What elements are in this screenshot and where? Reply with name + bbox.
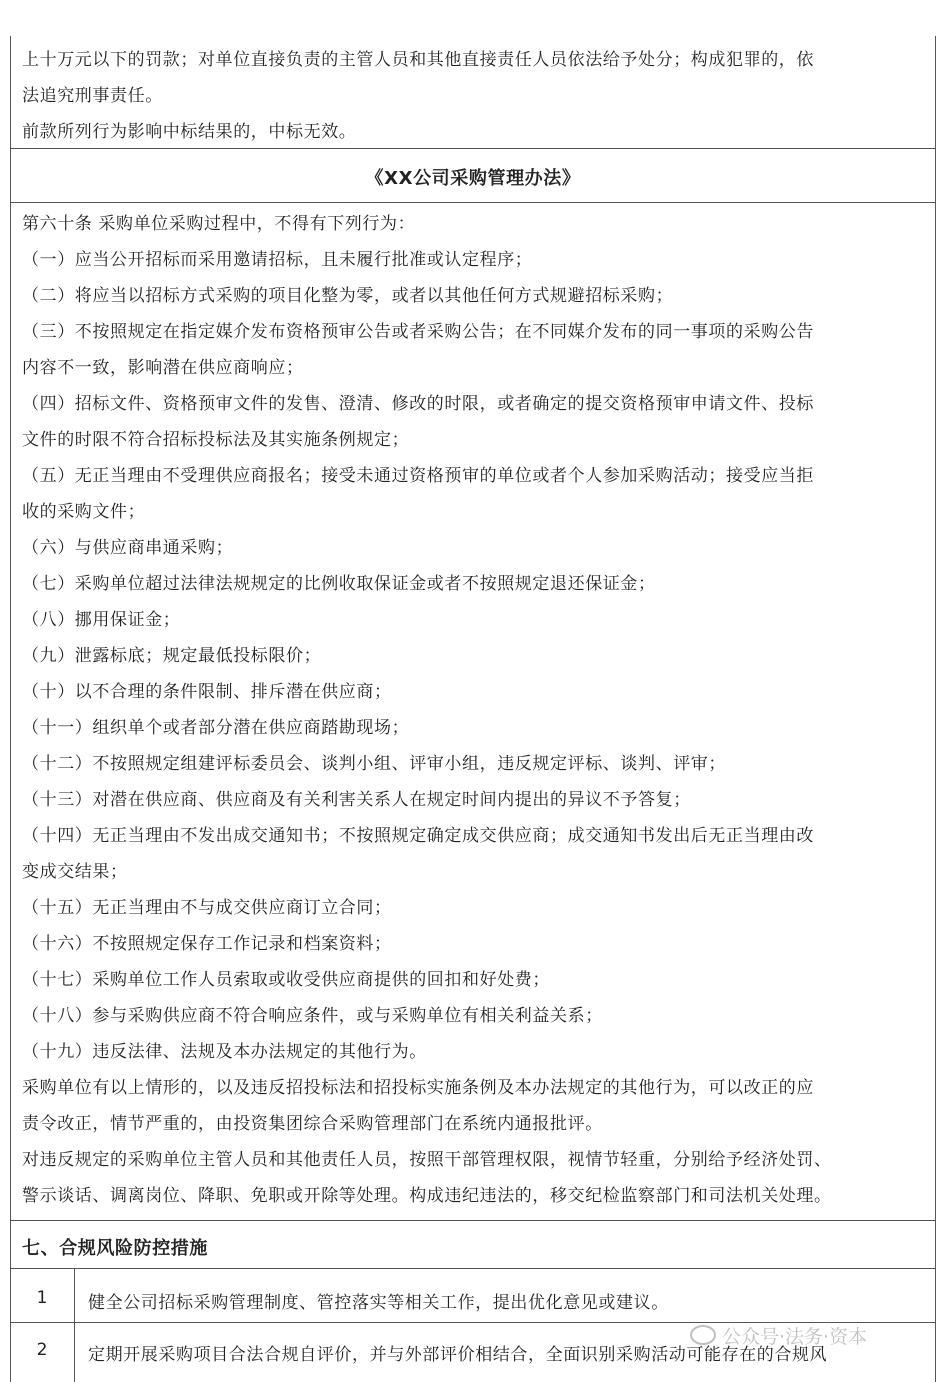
clause-line: （三）不按照规定在指定媒介发布资格预审公告或者采购公告；在不同媒介发布的同一事项的采购公告	[22, 322, 814, 342]
clause-line: （十）以不合理的条件限制、排斥潜在供应商；	[22, 682, 392, 702]
column-divider	[74, 1268, 75, 1382]
measure-text: 健全公司招标采购管理制度、管控落实等相关工作，提出优化意见或建议。	[88, 1293, 669, 1313]
text-line: 前款所列行为影响中标结果的，中标无效。	[22, 122, 357, 142]
row-number: 1	[36, 1288, 48, 1308]
clause-line: 对违反规定的采购单位主管人员和其他责任人员，按照干部管理权限，视情节轻重，分别给予经济处罚、	[22, 1150, 832, 1170]
clause-line: （十四）无正当理由不发出成交通知书；不按照规定确定成交供应商；成交通知书发出后无正当理由改	[22, 826, 814, 846]
clause-line: （十二）不按照规定组建评标委员会、谈判小组、评审小组，违反规定评标、谈判、评审；	[22, 754, 726, 774]
text-line: 上十万元以下的罚款；对单位直接负责的主管人员和其他直接责任人员依法给予处分；构成犯罪的，依	[22, 50, 814, 70]
clause-line: 采购单位有以上情形的，以及违反招投标法和招投标实施条例及本办法规定的其他行为，可以改正的应	[22, 1078, 814, 1098]
clause-line: （十九）违反法律、法规及本办法规定的其他行为。	[22, 1042, 427, 1062]
clause-line: 收的采购文件；	[22, 502, 146, 522]
clause-line: （一）应当公开招标而采用邀请招标，且未履行批准或认定程序；	[22, 250, 533, 270]
clause-line: （十五）无正当理由不与成交供应商订立合同；	[22, 898, 392, 918]
table-right-border	[935, 36, 936, 1382]
text-line: 法追究刑事责任。	[22, 86, 163, 106]
clause-line: （九）泄露标底；规定最低投标限价；	[22, 646, 322, 666]
clause-line: 责令改正，情节严重的，由投资集团综合采购管理部门在系统内通报批评。	[22, 1114, 603, 1134]
top-section	[22, 42, 814, 150]
wechat-icon	[690, 1325, 716, 1345]
clause-line: 变成交结果；	[22, 862, 128, 882]
divider	[10, 202, 936, 203]
clause-line: 警示谈话、调离岗位、降职、免职或开除等处理。构成违纪违法的，移交纪检监察部门和司法机关处理。	[22, 1186, 832, 1206]
regulation-title: 《XX公司采购管理办法》	[365, 168, 581, 189]
divider	[10, 1268, 936, 1269]
clause-line: 文件的时限不符合招标投标法及其实施条例规定；	[22, 430, 410, 450]
clause-line: （八）挪用保证金；	[22, 610, 181, 630]
clause-line: （二）将应当以招标方式采购的项目化整为零，或者以其他任何方式规避招标采购；	[22, 286, 674, 306]
measure-text: 定期开展采购项目合法合规自评价，并与外部评价相结合，全面识别采购活动可能存在的合规风	[88, 1345, 828, 1365]
clause-line: （七）采购单位超过法律法规规定的比例收取保证金或者不按照规定退还保证金；	[22, 574, 656, 594]
watermark	[690, 1322, 867, 1349]
article-heading: 第六十条 采购单位采购过程中，不得有下列行为：	[22, 214, 416, 234]
row-number: 2	[36, 1340, 48, 1360]
clause-line: （六）与供应商串通采购；	[22, 538, 234, 558]
clause-line: （四）招标文件、资格预审文件的发售、澄清、修改的时限，或者确定的提交资格预审申请文件、投标	[22, 394, 814, 414]
table-left-border	[10, 36, 11, 1382]
regulation-body	[22, 206, 832, 1214]
clause-line: （十七）采购单位工作人员索取或收受供应商提供的回扣和好处费；	[22, 970, 550, 990]
clause-line: （十一）组织单个或者部分潜在供应商踏勘现场；	[22, 718, 410, 738]
clause-line: 内容不一致，影响潜在供应商响应；	[22, 358, 304, 378]
clause-line: （十六）不按照规定保存工作记录和档案资料；	[22, 934, 392, 954]
divider	[10, 148, 936, 149]
clause-line: （十八）参与采购供应商不符合响应条件，或与采购单位有相关利益关系；	[22, 1006, 603, 1026]
watermark-text: 公众号·法务·资本	[722, 1326, 868, 1348]
divider	[10, 1220, 936, 1221]
clause-line: （十三）对潜在供应商、供应商及有关利害关系人在规定时间内提出的异议不予答复；	[22, 790, 691, 810]
section-heading: 七、合规风险防控措施	[22, 1238, 208, 1259]
clause-line: （五）无正当理由不受理供应商报名；接受未通过资格预审的单位或者个人参加采购活动；接受应当拒	[22, 466, 814, 486]
